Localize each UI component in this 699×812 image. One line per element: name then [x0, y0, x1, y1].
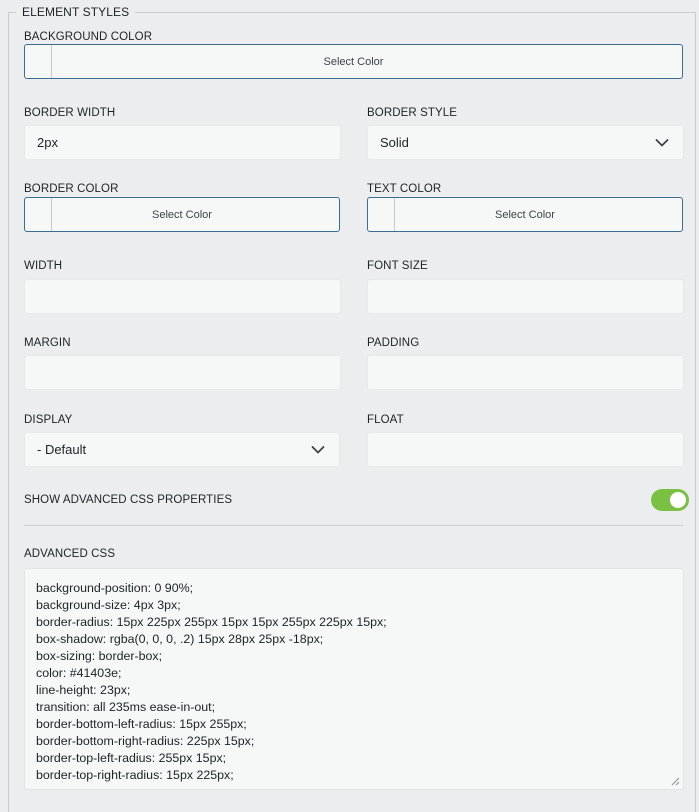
margin-label: MARGIN [24, 337, 71, 349]
css-line: box-shadow: rgba(0, 0, 0, .2) 15px 28px 25px -18px; [36, 632, 324, 646]
border-color-button[interactable] [24, 197, 340, 232]
font-size-input[interactable] [367, 279, 684, 314]
css-line: background-size: 4px 3px; [36, 598, 181, 612]
text-color-button[interactable] [367, 197, 683, 232]
border-color-label: BORDER COLOR [24, 183, 119, 195]
border-width-value: 2px [37, 135, 58, 150]
advanced-css-label: ADVANCED CSS [24, 548, 116, 560]
resize-handle-icon[interactable] [671, 777, 680, 786]
background-color-swatch [25, 45, 52, 78]
chevron-down-icon [655, 138, 669, 147]
css-line: box-sizing: border-box; [36, 649, 163, 663]
section-title: ELEMENT STYLES [16, 5, 135, 19]
css-line: background-position: 0 90%; [36, 581, 194, 595]
css-line: border-top-right-radius: 15px 225px; [36, 768, 234, 782]
width-label: WIDTH [24, 260, 63, 272]
background-color-label: BACKGROUND COLOR [24, 31, 153, 43]
border-style-label: BORDER STYLE [367, 107, 458, 119]
border-style-value: Solid [380, 135, 409, 150]
margin-input[interactable] [24, 355, 341, 390]
display-value: - Default [37, 442, 87, 457]
display-select[interactable] [24, 432, 340, 467]
advanced-css-textarea[interactable] [24, 568, 684, 790]
css-line: border-bottom-right-radius: 225px 15px; [36, 734, 255, 748]
css-line: border-radius: 15px 225px 255px 15px 15px 255px 225px 15px; [36, 615, 387, 629]
border-color-swatch [25, 198, 52, 231]
css-line: line-height: 23px; [36, 683, 131, 697]
toggle-knob [670, 492, 686, 508]
float-input[interactable] [367, 432, 684, 467]
border-style-select[interactable] [367, 125, 684, 160]
background-color-button-label: Select Color [323, 55, 384, 68]
display-label: DISPLAY [24, 414, 73, 426]
advanced-css-toggle[interactable] [651, 489, 689, 511]
padding-label: PADDING [367, 337, 420, 349]
css-line: transition: all 235ms ease-in-out; [36, 700, 216, 714]
border-width-input[interactable] [24, 125, 341, 160]
text-color-button-label: Select Color [495, 208, 555, 221]
float-label: FLOAT [367, 414, 404, 426]
css-line: border-top-left-radius: 255px 15px; [36, 751, 227, 765]
advanced-toggle-label: SHOW ADVANCED CSS PROPERTIES [24, 494, 233, 506]
padding-input[interactable] [367, 355, 684, 390]
css-line: color: #41403e; [36, 666, 122, 680]
chevron-down-icon [311, 445, 325, 454]
text-color-label: TEXT COLOR [367, 183, 442, 195]
css-line: border-bottom-left-radius: 15px 255px; [36, 717, 247, 731]
width-input[interactable] [24, 279, 341, 314]
border-color-button-label: Select Color [152, 208, 212, 221]
background-color-button[interactable] [24, 44, 683, 79]
text-color-swatch [368, 198, 395, 231]
border-width-label: BORDER WIDTH [24, 107, 116, 119]
divider [24, 525, 683, 526]
font-size-label: FONT SIZE [367, 260, 428, 272]
